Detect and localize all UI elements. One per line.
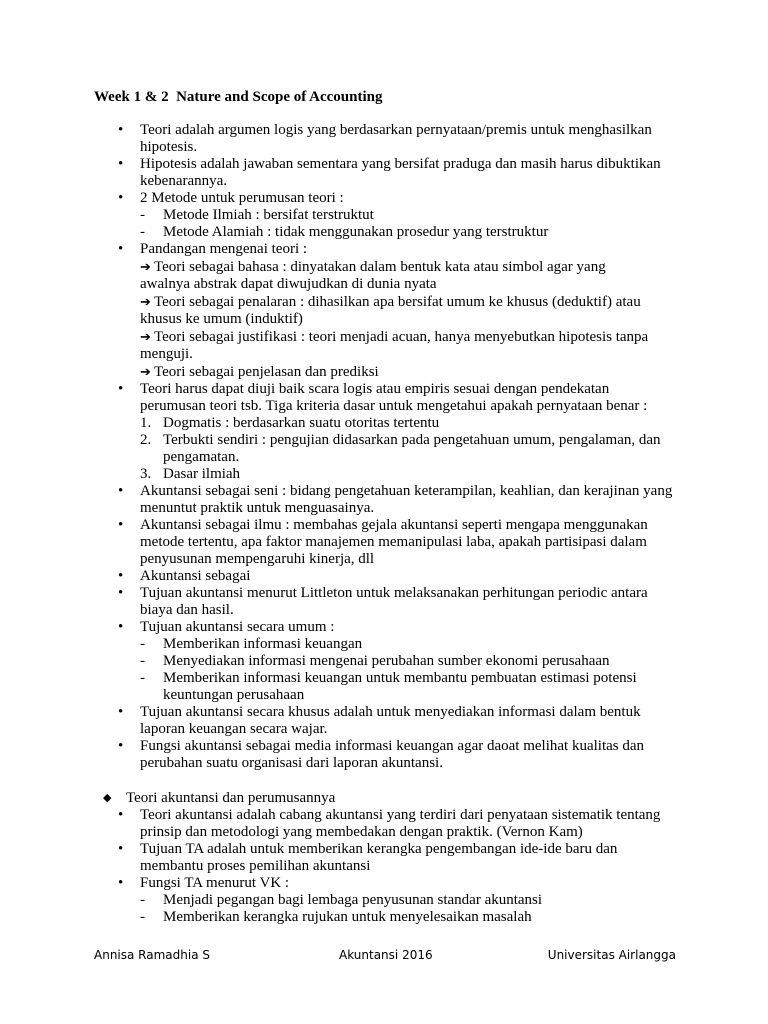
item-text: Teori sebagai bahasa : dinyatakan dalam bentuk kata atau simbol agar yang [154,259,606,275]
item-text: Metode Ilmiah : bersifat terstruktut [163,207,374,223]
item-text: Dogmatis : berdasarkan suatu otoritas tertentu [163,415,440,431]
item-continuation: awalnya abstrak dapat diwujudkan di dunia nyata [140,276,437,292]
bullet-marker: • [118,807,124,823]
bullet-marker: • [118,704,124,720]
item-text: Tujuan akuntansi menurut Littleton untuk melaksanakan perhitungan periodic antara biaya dan hasil. [140,585,648,618]
footer-author: Annisa Ramadhia S [94,948,210,962]
numbered-item [118,415,678,432]
dash-item [118,653,678,670]
dash-item [118,636,678,653]
arrow-icon: ➔ [140,364,151,379]
bullet-item [118,738,678,772]
item-number: 2. [140,432,152,448]
arrow-icon: ➔ [140,329,151,344]
item-text: Teori adalah argumen logis yang berdasarkan pernyataan/premis untuk menghasilkan hipotesis. [140,122,652,155]
item-text: Memberikan informasi keuangan [163,636,363,652]
item-number: 3. [140,466,152,482]
numbered-item [118,466,678,483]
footer-university: Universitas Airlangga [547,948,676,962]
item-text: Metode Alamiah : tidak menggunakan prosedur yang terstruktur [163,224,549,240]
item-text: Dasar ilmiah [163,466,241,482]
item-text: Hipotesis adalah jawaban sementara yang bersifat praduga dan masih harus dibuktikan kebenarannya. [140,156,661,189]
item-text: Teori harus dapat diuji baik scara logis atau empiris sesuai dengan pendekatan perumusan teori tsb. Tiga kriteria dasar untuk mengetahui apakah pernyataan benar : [140,381,648,414]
item-text: Akuntansi sebagai ilmu : membahas gejala akuntansi seperti mengapa menggunakan metode tertentu, apa faktor manajemen memanipulasi laba, apakah partisipasi dalam penyusunan mempengaruhi kinerja, dll [140,517,648,567]
item-text: Pandangan mengenai teori : [140,241,308,257]
bullet-item [118,807,678,841]
bullet-marker: • [118,619,124,635]
item-text: Menyediakan informasi mengenai perubahan sumber ekonomi perusahaan [163,653,610,669]
bullet-marker: • [118,190,124,206]
bullet-marker: • [118,122,124,138]
item-text: Memberikan informasi keuangan untuk membantu pembuatan estimasi potensi keuntungan perusahaan [163,670,637,703]
bullet-marker: • [118,483,124,499]
bullet-item [118,619,678,636]
bullet-marker: • [118,585,124,601]
item-text: Tujuan TA adalah untuk memberikan kerangka pengembangan ide-ide baru dan membantu proses pemilihan akuntansi [140,841,618,874]
dash-marker: - [140,207,145,223]
item-text: Tujuan akuntansi secara umum : [140,619,335,635]
numbered-item [118,432,678,466]
item-text: 2 Metode untuk perumusan teori : [140,190,344,206]
dash-marker: - [140,670,145,686]
item-text: Akuntansi sebagai seni : bidang pengetahuan keterampilan, keahlian, dan kerajinan yang menuntut praktik untuk menguasainya. [140,483,673,516]
bullet-marker: • [118,738,124,754]
bullet-item [118,875,678,892]
bullet-item [118,841,678,875]
dash-item [118,670,678,704]
dash-marker: - [140,636,145,652]
document-body [103,122,678,926]
page-footer [94,947,676,963]
bullet-item [118,241,678,258]
arrow-item [118,258,678,293]
item-text: Teori sebagai penalaran : dihasilkan apa bersifat umum ke khusus (deduktif) atau [154,294,641,310]
dash-marker: - [140,892,145,908]
dash-marker: - [140,653,145,669]
diamond-icon: ◆ [103,792,112,804]
bullet-item [118,156,678,190]
bullet-marker: • [118,381,124,397]
arrow-icon: ➔ [140,294,151,309]
item-continuation: menguji. [140,346,193,362]
dash-item [118,224,678,241]
dash-item [118,207,678,224]
bullet-item [118,483,678,517]
footer-course: Akuntansi 2016 [339,948,433,962]
bullet-item [118,517,678,568]
bullet-marker: • [118,568,124,584]
item-text: Menjadi pegangan bagi lembaga penyusunan standar akuntansi [163,892,543,908]
arrow-item [118,328,678,363]
bullet-item [118,704,678,738]
item-text: Terbukti sendiri : pengujian didasarkan pada pengetahuan umum, pengalaman, dan pengamatan. [163,432,661,465]
bullet-marker: • [118,241,124,257]
item-text: Teori akuntansi adalah cabang akuntansi yang terdiri dari penyataan sistematik tentang prinsip dan metodologi yang membedakan dengan praktik. (Vernon Kam) [140,807,661,840]
section-heading-item [103,790,678,807]
bullet-marker: • [118,517,124,533]
arrow-item [118,363,678,381]
arrow-item [118,293,678,328]
item-text: Teori sebagai penjelasan dan prediksi [154,364,379,380]
item-text: Teori akuntansi dan perumusannya [126,790,336,806]
bullet-item [118,381,678,415]
bullet-marker: • [118,875,124,891]
page-title: Week 1 & 2 Nature and Scope of Accounting [94,89,383,105]
item-text: Fungsi akuntansi sebagai media informasi keuangan agar daoat melihat kualitas dan perubahan suatu organisasi dari laporan akuntansi. [140,738,645,771]
bullet-marker: • [118,156,124,172]
bullet-item [118,190,678,207]
bullet-item [118,585,678,619]
bullet-marker: • [118,841,124,857]
item-text: Teori sebagai justifikasi : teori menjadi acuan, hanya menyebutkan hipotesis tanpa [154,329,649,345]
item-number: 1. [140,415,152,431]
dash-item [118,909,678,926]
item-text: Akuntansi sebagai [140,568,251,584]
item-text: Memberikan kerangka rujukan untuk menyelesaikan masalah [163,909,532,925]
dash-marker: - [140,909,145,925]
bullet-item [118,122,678,156]
bullet-item [118,568,678,585]
item-text: Fungsi TA menurut VK : [140,875,290,891]
arrow-icon: ➔ [140,259,151,274]
item-text: Tujuan akuntansi secara khusus adalah untuk menyediakan informasi dalam bentuk laporan keuangan secara wajar. [140,704,641,737]
dash-marker: - [140,224,145,240]
dash-item [118,892,678,909]
item-continuation: khusus ke umum (induktif) [140,311,303,327]
